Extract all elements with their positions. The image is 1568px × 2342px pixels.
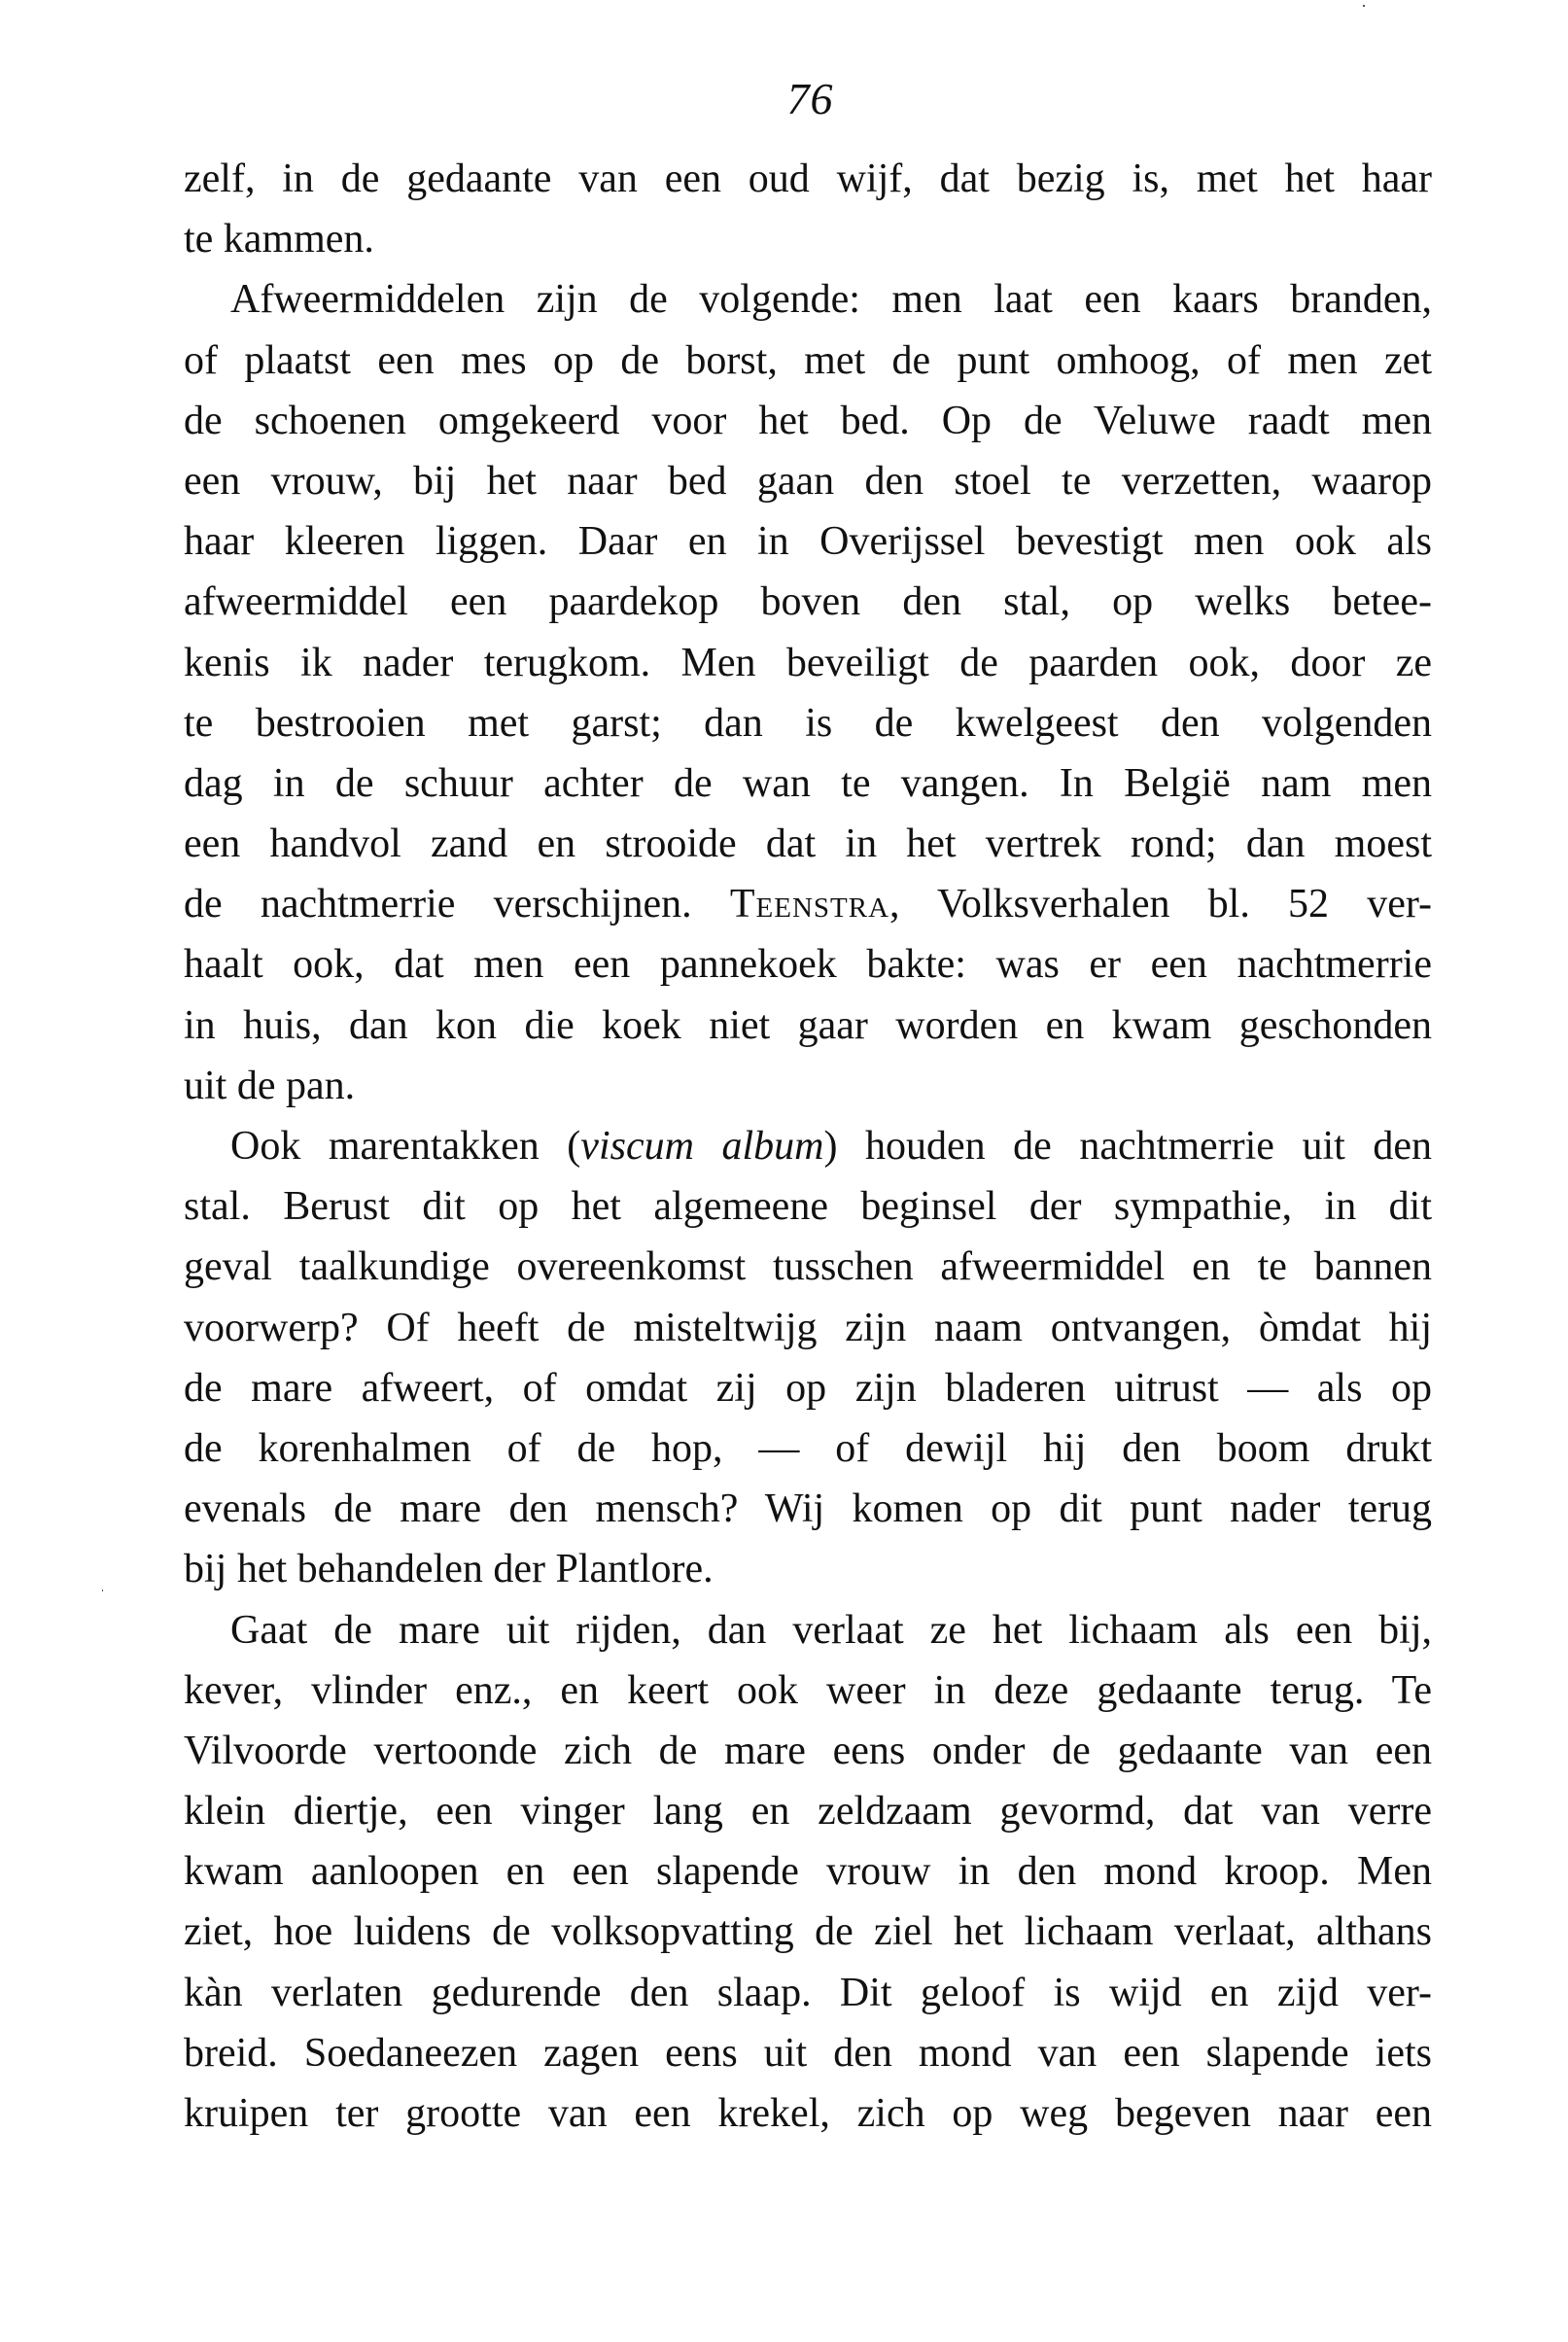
text-segment: kenis ik nader terugkom. Men beveiligt de paarden ook, door ze	[184, 640, 1432, 685]
text-line	[184, 633, 1432, 693]
text-segment: voorwerp? Of heeft de misteltwijg zijn naam ontvangen, òmdat hij	[184, 1305, 1432, 1350]
text-segment: , Volksverhalen bl. 52 ver-	[889, 882, 1433, 927]
text-segment: haar kleeren liggen. Daar en in Overijssel bevestigt men ook als	[184, 519, 1432, 565]
text-segment: de nachtmerrie verschijnen.	[184, 882, 730, 927]
text-segment: Afweermiddelen zijn de volgende: men laat een kaars branden,	[230, 277, 1432, 323]
text-segment: een handvol zand en strooide dat in het vertrek rond; dan moest	[184, 821, 1432, 867]
text-segment: uit de pan.	[184, 1063, 356, 1108]
text-line	[184, 2083, 1432, 2144]
paragraph	[184, 149, 1432, 269]
text-segment: of plaatst een mes op de borst, met de punt omhoog, of men zet	[184, 337, 1432, 383]
text-segment: kever, vlinder enz., en keert ook weer in deze gedaante terug. Te	[184, 1667, 1432, 1713]
text-segment: Vilvoorde vertoonde zich de mare eens onder de gedaante van een	[184, 1728, 1432, 1773]
scan-speck	[102, 1590, 103, 1591]
text-segment: geval taalkundige overeenkomst tusschen afweermiddel en te bannen	[184, 1244, 1432, 1290]
latin-term: viscum album	[580, 1124, 824, 1169]
text-line	[184, 1781, 1432, 1841]
text-segment: ziet, hoe luidens de volksopvatting de ziel het lichaam verlaat, althans	[184, 1909, 1432, 1955]
text-segment: kàn verlaten gedurende den slaap. Dit geloof is wijd en zijd ver-	[184, 1970, 1432, 2015]
page-number-text: 76	[786, 74, 834, 123]
text-line	[184, 511, 1432, 572]
text-line	[184, 1902, 1432, 1962]
text-line	[184, 1237, 1432, 1297]
text-line	[184, 753, 1432, 814]
text-line	[184, 814, 1432, 874]
text-segment: dag in de schuur achter de wan te vangen. In België nam men	[184, 760, 1432, 806]
text-line	[184, 391, 1432, 451]
text-segment: de korenhalmen of de hop, — of dewijl hij den boom drukt	[184, 1425, 1432, 1471]
text-segment: te kammen.	[184, 217, 374, 262]
text-line	[184, 2023, 1432, 2083]
text-line	[184, 149, 1432, 209]
author-name: Teenstra	[729, 882, 890, 927]
text-line	[184, 1721, 1432, 1781]
text-line	[184, 1479, 1432, 1539]
text-segment: een vrouw, bij het naar bed gaan den stoel te verzetten, waarop	[184, 458, 1432, 504]
text-segment: in huis, dan kon die koek niet gaar worden en kwam geschonden	[184, 1002, 1432, 1048]
text-segment: zelf, in de gedaante van een oud wijf, dat bezig is, met het haar	[184, 157, 1432, 201]
text-line	[184, 1176, 1432, 1237]
text-segment: stal. Berust dit op het algemeene beginsel der sympathie, in dit	[184, 1184, 1432, 1230]
text-line	[184, 996, 1432, 1056]
text-segment: te bestrooien met garst; dan is de kwelgeest den volgenden	[184, 700, 1432, 746]
page-number	[0, 70, 1568, 128]
text-line	[184, 1358, 1432, 1418]
text-line	[184, 1963, 1432, 2023]
text-segment: de mare afweert, of omdat zij op zijn bladeren uitrust — als op	[184, 1365, 1432, 1411]
text-segment: ) houden de nachtmerrie uit den	[823, 1124, 1432, 1169]
text-segment: de schoenen omgekeerd voor het bed. Op de Veluwe raadt men	[184, 398, 1432, 443]
paragraph	[184, 1116, 1432, 1600]
text-segment: Gaat de mare uit rijden, dan verlaat ze het lichaam als een bij,	[230, 1607, 1432, 1653]
text-line	[184, 693, 1432, 753]
text-line	[184, 874, 1432, 934]
text-segment: evenals de mare den mensch? Wij komen op dit punt nader terug	[184, 1486, 1432, 1532]
text-line	[184, 572, 1432, 632]
text-segment: haalt ook, dat men een pannekoek bakte: was er een nachtmerrie	[184, 942, 1432, 988]
text-line	[184, 1056, 1432, 1116]
text-segment: afweermiddel een paardekop boven den stal, op welks betee-	[184, 579, 1432, 625]
scan-speck	[1363, 5, 1365, 7]
paragraph	[184, 269, 1432, 1116]
text-line	[184, 1841, 1432, 1902]
text-segment: breid. Soedaneezen zagen eens uit den mond van een slapende iets	[184, 2030, 1432, 2076]
text-line	[184, 1660, 1432, 1721]
text-segment: klein diertje, een vinger lang en zeldzaam gevormd, dat van verre	[184, 1789, 1432, 1835]
paragraph	[184, 1600, 1432, 2145]
text-line	[184, 331, 1432, 391]
text-line	[184, 209, 1432, 269]
text-line	[184, 451, 1432, 511]
text-line	[184, 934, 1432, 995]
text-segment: bij het behandelen der Plantlore.	[184, 1547, 714, 1592]
text-segment: kruipen ter grootte van een krekel, zich op weg begeven naar een	[184, 2091, 1432, 2136]
text-segment: kwam aanloopen en een slapende vrouw in den mond kroop. Men	[184, 1849, 1432, 1895]
body-text	[184, 149, 1432, 2144]
text-line	[184, 269, 1432, 330]
text-line	[184, 1600, 1432, 1660]
text-line	[184, 1298, 1432, 1358]
text-segment: Ook marentakken (	[230, 1124, 581, 1169]
text-line	[184, 1539, 1432, 1599]
text-line	[184, 1116, 1432, 1176]
text-line	[184, 1418, 1432, 1479]
